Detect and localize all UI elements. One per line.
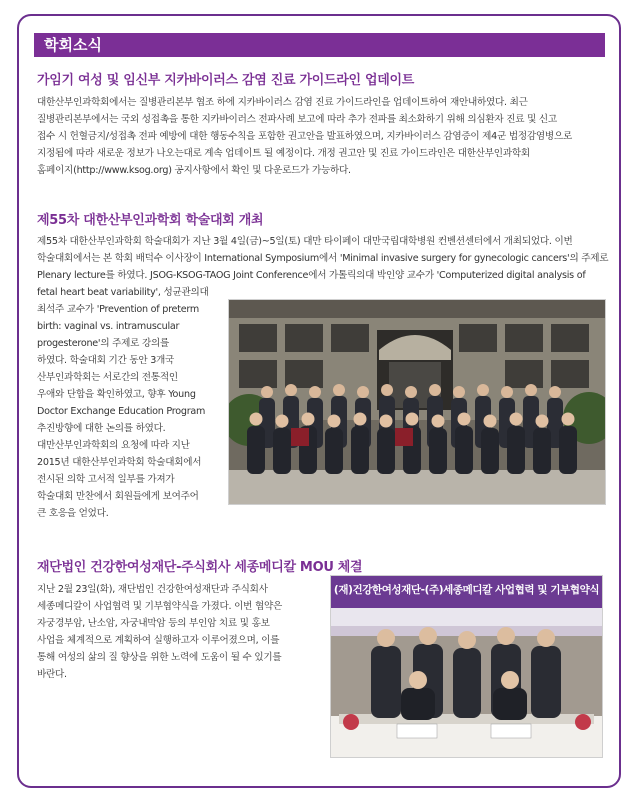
article2-body-narrow bbox=[37, 284, 217, 522]
article2-line: 제55차 대한산부인과학회 학술대회가 지난 3월 4일(금)~5일(토) 대만 타이페이 대만국립대학병원 컨벤션센터에서 개최되었다. 이번 bbox=[37, 236, 573, 247]
article1-line: 접수 시 헌혈금지/성접촉 전파 예방에 대한 행동수칙을 포함한 권고안을 발표하였으며, 지카바이러스 감염증이 제4군 법정감염병으로 bbox=[37, 131, 572, 142]
article2-body-full bbox=[37, 233, 609, 284]
article3-line: 자궁경부암, 난소암, 자궁내막암 등의 부인암 치료 및 홍보 bbox=[37, 618, 270, 629]
article2-line: 추진방향에 대한 논의를 하였다. bbox=[37, 423, 166, 434]
article2-line: 큰 호응을 얻었다. bbox=[37, 508, 109, 519]
article2-line: 대만산부인과학회의 요청에 따라 지난 bbox=[37, 440, 190, 451]
mou-photo bbox=[330, 575, 603, 758]
article3-title: 재단법인 건강한여성재단-주식회사 세종메디칼 MOU 체결 bbox=[37, 560, 363, 575]
article1-line: 대한산부인과학회에서는 질병관리본부 협조 하에 지카바이러스 감염 진료 가이드라인을 업데이트하여 재안내하였다. 최근 bbox=[37, 97, 528, 108]
article1-title: 가임기 여성 및 임신부 지카바이러스 감염 진료 가이드라인 업데이트 bbox=[37, 73, 415, 88]
article2-line: 하였다. 학술대회 기간 동안 3개국 bbox=[37, 355, 175, 366]
article3-line: 통해 여성의 삶의 질 향상을 위한 노력에 도움이 될 수 있기를 bbox=[37, 652, 282, 663]
article2-line: 학술대회에서는 본 학회 배덕수 이사장이 International Symposium에서 'Minimal invasive surgery for gynecologic cancers'의 주제로 bbox=[37, 253, 609, 264]
article2-line: Doctor Exchange Education Program bbox=[37, 406, 206, 417]
article3-line: 사업을 체계적으로 계획하여 실행하고자 이루어졌으며, 이를 bbox=[37, 635, 280, 646]
article2-line: progesterone'의 주제로 강의를 bbox=[37, 338, 170, 349]
mou-banner-text: (재)건강한여성재단-(주)세종메디칼 사업협력 및 기부협약식 bbox=[333, 584, 600, 596]
article1-line: 홈페이지(http://www.ksog.org) 공지사항에서 확인 및 다운로드가 가능하다. bbox=[37, 165, 351, 176]
article2-line: birth: vaginal vs. intramuscular bbox=[37, 321, 180, 332]
article2-line: 2015년 대한산부인과학회 학술대회에서 bbox=[37, 457, 202, 468]
article3-body bbox=[37, 581, 325, 683]
article2-line: Plenary lecture를 하였다. JSOG-KSOG-TAOG Joint Conference에서 가톨릭의대 박인양 교수가 'Computerized digital analysis of bbox=[37, 270, 586, 281]
article3-line: 지난 2월 23일(화), 재단법인 건강한여성재단과 주식회사 bbox=[37, 584, 268, 595]
article1-line: 지정됨에 따라 새로운 정보가 나오는대로 계속 업데이트 될 예정이다. 개정 권고안 및 진료 가이드라인은 대한산부인과학회 bbox=[37, 148, 530, 159]
article1-line: 질병관리본부에서는 국외 성접촉을 통한 지카바이러스 전파사례 보고에 따라 추가 전파를 최소화하기 위해 의심환자 진료 및 신고 bbox=[37, 114, 557, 125]
article1-body bbox=[37, 94, 609, 179]
article2-line: 우애와 단합을 확인하였고, 향후 Young bbox=[37, 389, 196, 400]
article2-title: 제55차 대한산부인과학회 학술대회 개최 bbox=[37, 213, 264, 228]
article3-line: 세종메디칼이 사업협력 및 기부협약식을 가졌다. 이번 협약은 bbox=[37, 601, 283, 612]
article2-line: 학술대회 만찬에서 회원들에게 보여주어 bbox=[37, 491, 199, 502]
article2-line: 전시된 의학 고서적 일부를 가져가 bbox=[37, 474, 175, 485]
article2-line: fetal heart beat variability', 성균관의대 bbox=[37, 287, 209, 298]
article2-line: 산부인과학회는 서로간의 전통적인 bbox=[37, 372, 178, 383]
article3-line: 바란다. bbox=[37, 669, 67, 680]
group-photo bbox=[228, 299, 606, 505]
section-banner: 학회소식 bbox=[34, 33, 605, 57]
article2-line: 최석주 교수가 'Prevention of preterm bbox=[37, 304, 199, 315]
